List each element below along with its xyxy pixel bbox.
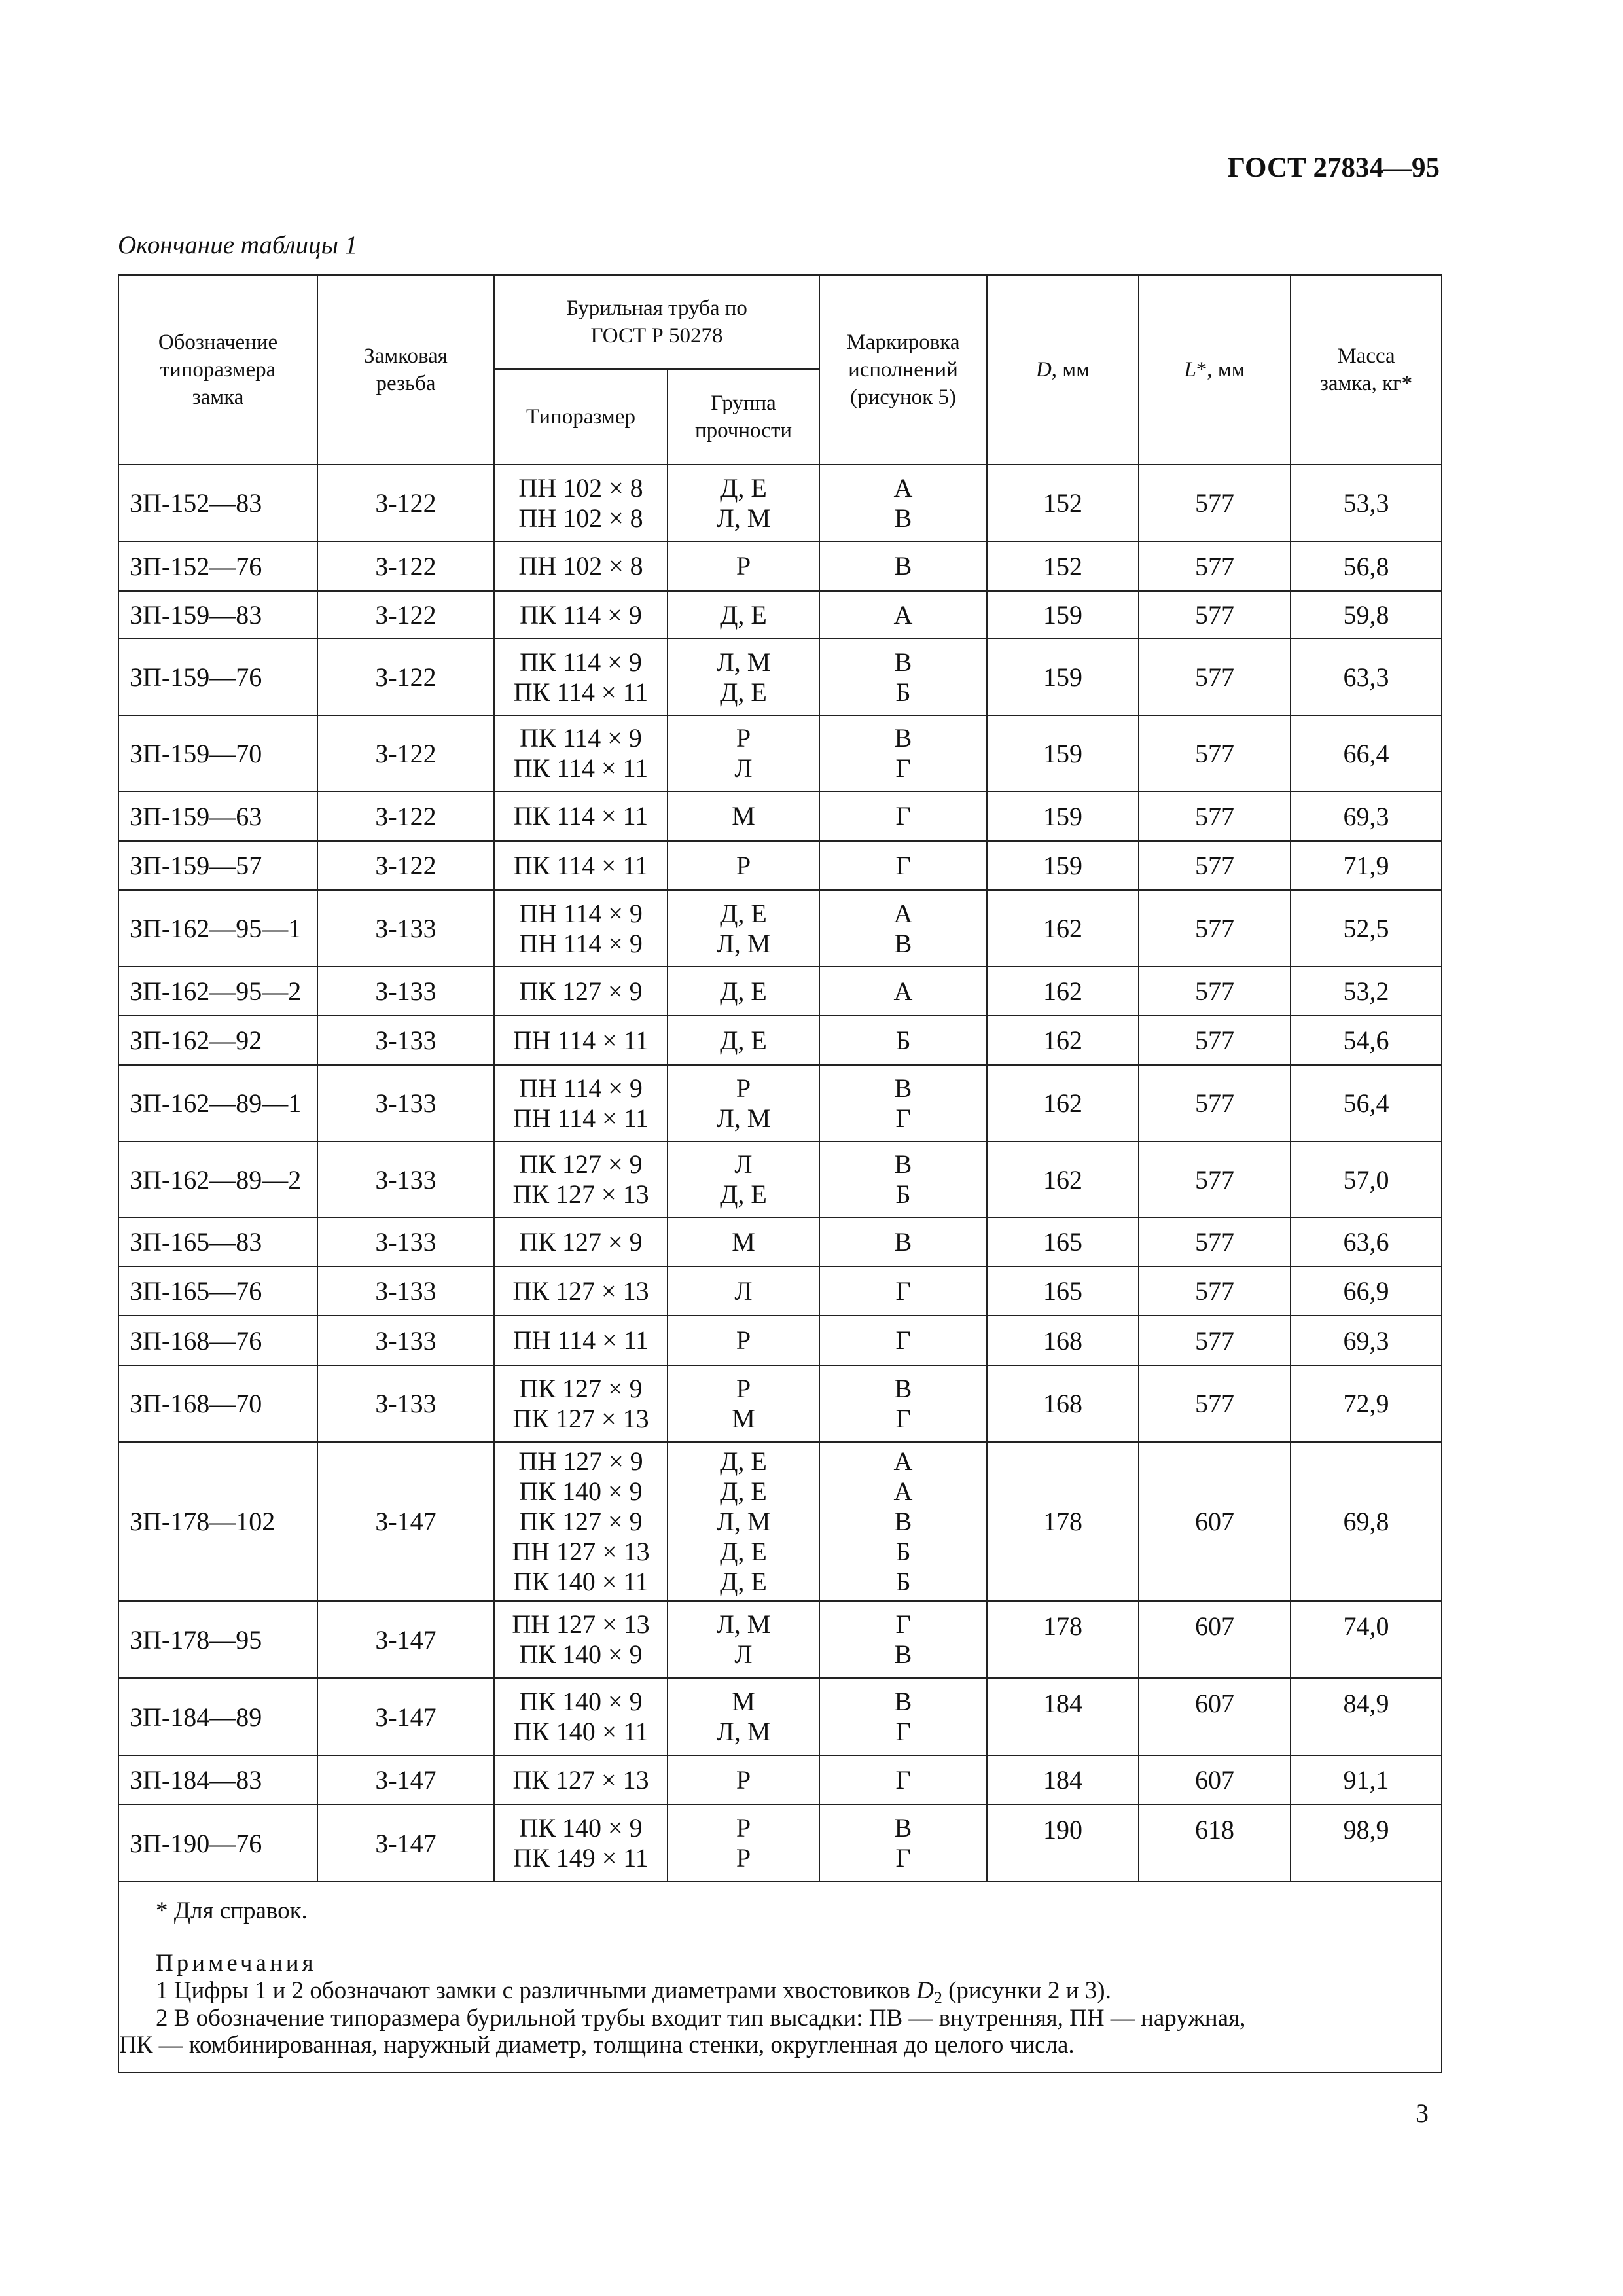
marking-cell: А: [819, 591, 987, 639]
thread-cell: З-133: [317, 1016, 494, 1065]
pipe-size-cell: ПК 114 × 9 ПК 114 × 11: [494, 715, 668, 791]
thread-cell: З-122: [317, 639, 494, 715]
table-row: [119, 967, 1441, 1016]
mass-cell: 59,8: [1291, 591, 1441, 639]
table-row: [119, 591, 1441, 639]
l-value-cell: 577: [1139, 1316, 1291, 1365]
strength-group-cell: Р Р: [668, 1804, 819, 1882]
strength-group-cell: Р Л, М: [668, 1065, 819, 1141]
mass-cell: 74,0: [1291, 1601, 1441, 1678]
l-value-cell: 577: [1139, 541, 1291, 591]
l-value-cell: 618: [1139, 1804, 1291, 1882]
l-value-cell: 577: [1139, 639, 1291, 715]
designation-cell: ЗП-152—76: [119, 541, 317, 591]
d-value-cell: 178: [987, 1601, 1139, 1678]
designation-cell: ЗП-162—92: [119, 1016, 317, 1065]
strength-group-cell: Р: [668, 541, 819, 591]
thread-cell: З-122: [317, 715, 494, 791]
pipe-size-cell: ПН 127 × 9 ПК 140 × 9 ПК 127 × 9 ПН 127 × 13 ПК 140 × 11: [494, 1442, 668, 1601]
mass-cell: 98,9: [1291, 1804, 1441, 1882]
table-row: [119, 1804, 1441, 1882]
table-row: [119, 1016, 1441, 1065]
thread-cell: З-147: [317, 1804, 494, 1882]
strength-group-cell: Д, Е: [668, 591, 819, 639]
table-row: [119, 541, 1441, 591]
table-row: [119, 841, 1441, 890]
marking-cell: Г В: [819, 1601, 987, 1678]
mass-cell: 53,3: [1291, 465, 1441, 541]
pipe-size-cell: ПК 114 × 11: [494, 841, 668, 890]
pipe-size-cell: ПН 114 × 9 ПН 114 × 11: [494, 1065, 668, 1141]
table-row: [119, 1316, 1441, 1365]
l-value-cell: 607: [1139, 1601, 1291, 1678]
marking-cell: Б: [819, 1016, 987, 1065]
strength-group-cell: Д, Е Д, Е Л, М Д, Е Д, Е: [668, 1442, 819, 1601]
d-value-cell: 159: [987, 791, 1139, 841]
thread-cell: З-147: [317, 1601, 494, 1678]
mass-cell: 52,5: [1291, 890, 1441, 967]
designation-cell: ЗП-184—83: [119, 1755, 317, 1804]
marking-cell: В Г: [819, 715, 987, 791]
mass-cell: 71,9: [1291, 841, 1441, 890]
thread-cell: З-133: [317, 1217, 494, 1266]
designation-cell: ЗП-159—76: [119, 639, 317, 715]
pipe-size-cell: ПК 127 × 13: [494, 1266, 668, 1316]
d-value-cell: 159: [987, 841, 1139, 890]
strength-group-cell: М: [668, 791, 819, 841]
strength-group-cell: Л, М Л: [668, 1601, 819, 1678]
designation-cell: ЗП-162—95—1: [119, 890, 317, 967]
thread-cell: З-133: [317, 1316, 494, 1365]
l-value-cell: 577: [1139, 1065, 1291, 1141]
header-mass: Масса замка, кг*: [1291, 276, 1441, 465]
thread-cell: З-147: [317, 1678, 494, 1755]
d-value-cell: 168: [987, 1365, 1139, 1442]
table-row: [119, 639, 1441, 715]
pipe-size-cell: ПК 127 × 9: [494, 1217, 668, 1266]
pipe-size-cell: ПК 114 × 9 ПК 114 × 11: [494, 639, 668, 715]
d-value-cell: 162: [987, 967, 1139, 1016]
header-designation: Обозначение типоразмера замка: [119, 276, 317, 465]
l-value-cell: 577: [1139, 1266, 1291, 1316]
mass-cell: 69,3: [1291, 791, 1441, 841]
l-value-cell: 577: [1139, 715, 1291, 791]
marking-cell: В Б: [819, 639, 987, 715]
table-row: [119, 890, 1441, 967]
pipe-size-cell: ПК 140 × 9 ПК 140 × 11: [494, 1678, 668, 1755]
d-value-cell: 165: [987, 1266, 1139, 1316]
table-row: [119, 465, 1441, 541]
designation-cell: ЗП-168—76: [119, 1316, 317, 1365]
header-l: L*, мм: [1139, 276, 1291, 465]
mass-cell: 72,9: [1291, 1365, 1441, 1442]
table-row: [119, 715, 1441, 791]
mass-cell: 56,8: [1291, 541, 1441, 591]
table-row: [119, 1065, 1441, 1141]
designation-cell: ЗП-152—83: [119, 465, 317, 541]
strength-group-cell: Л Д, Е: [668, 1141, 819, 1217]
table-row: [119, 1442, 1441, 1601]
l-value-cell: 577: [1139, 791, 1291, 841]
header-marking: Маркировка исполнений (рисунок 5): [819, 276, 987, 465]
pipe-size-cell: ПК 127 × 13: [494, 1755, 668, 1804]
pipe-size-cell: ПК 140 × 9 ПК 149 × 11: [494, 1804, 668, 1882]
strength-group-cell: Д, Е: [668, 1016, 819, 1065]
pipe-size-cell: ПН 102 × 8: [494, 541, 668, 591]
strength-group-cell: Л, М Д, Е: [668, 639, 819, 715]
strength-group-cell: Р: [668, 841, 819, 890]
note-2: 2 В обозначение типоразмера бурильной трубы входит тип высадки: ПВ — внутренняя, ПН — наружная, ПК — комбинированная, наружный диаметр, толщина стенки, округленная до целого числа.: [119, 2005, 1246, 2058]
document-number: ГОСТ 27834—95: [1227, 152, 1440, 183]
designation-cell: ЗП-159—57: [119, 841, 317, 890]
d-value-cell: 162: [987, 1065, 1139, 1141]
header-d: D, мм: [987, 276, 1139, 465]
designation-cell: ЗП-159—63: [119, 791, 317, 841]
mass-cell: 66,9: [1291, 1266, 1441, 1316]
table-frame: [118, 274, 1442, 2073]
l-value-cell: 577: [1139, 890, 1291, 967]
l-value-cell: 577: [1139, 1365, 1291, 1442]
l-value-cell: 577: [1139, 591, 1291, 639]
thread-cell: З-147: [317, 1755, 494, 1804]
d-value-cell: 152: [987, 465, 1139, 541]
thread-cell: З-133: [317, 1266, 494, 1316]
mass-cell: 63,3: [1291, 639, 1441, 715]
page-number: 3: [1416, 2098, 1429, 2128]
marking-cell: В Г: [819, 1804, 987, 1882]
d-value-cell: 184: [987, 1755, 1139, 1804]
marking-cell: В Г: [819, 1065, 987, 1141]
marking-cell: А А В Б Б: [819, 1442, 987, 1601]
designation-cell: ЗП-162—95—2: [119, 967, 317, 1016]
l-value-cell: 577: [1139, 1016, 1291, 1065]
table-row: [119, 1266, 1441, 1316]
designation-cell: ЗП-168—70: [119, 1365, 317, 1442]
thread-cell: З-122: [317, 591, 494, 639]
table-row: [119, 1755, 1441, 1804]
mass-cell: 63,6: [1291, 1217, 1441, 1266]
marking-cell: А В: [819, 465, 987, 541]
designation-cell: ЗП-184—89: [119, 1678, 317, 1755]
pipe-size-cell: ПК 114 × 11: [494, 791, 668, 841]
designation-cell: ЗП-159—83: [119, 591, 317, 639]
designation-cell: ЗП-165—76: [119, 1266, 317, 1316]
mass-cell: 84,9: [1291, 1678, 1441, 1755]
d-value-cell: 159: [987, 715, 1139, 791]
notes-heading: Примечания: [156, 1950, 317, 1977]
strength-group-cell: Д, Е: [668, 967, 819, 1016]
designation-cell: ЗП-178—102: [119, 1442, 317, 1601]
d-value-cell: 178: [987, 1442, 1139, 1601]
thread-cell: З-147: [317, 1442, 494, 1601]
d-value-cell: 165: [987, 1217, 1139, 1266]
strength-group-cell: Л: [668, 1266, 819, 1316]
pipe-size-cell: ПН 127 × 13 ПК 140 × 9: [494, 1601, 668, 1678]
l-value-cell: 577: [1139, 841, 1291, 890]
thread-cell: З-133: [317, 1141, 494, 1217]
designation-cell: ЗП-162—89—1: [119, 1065, 317, 1141]
thread-cell: З-133: [317, 967, 494, 1016]
d-value-cell: 184: [987, 1678, 1139, 1755]
marking-cell: А В: [819, 890, 987, 967]
marking-cell: Г: [819, 1316, 987, 1365]
note-1: 1 Цифры 1 и 2 обозначают замки с различными диаметрами хвостовиков $D_2$ (рисунки 2 и 3).: [156, 1977, 1111, 2007]
d-value-cell: 152: [987, 541, 1139, 591]
marking-cell: Г: [819, 791, 987, 841]
l-value-cell: 577: [1139, 1141, 1291, 1217]
pipe-size-cell: ПК 127 × 9 ПК 127 × 13: [494, 1365, 668, 1442]
table-caption: Окончание таблицы 1: [118, 231, 358, 259]
mass-cell: 54,6: [1291, 1016, 1441, 1065]
d-value-cell: 168: [987, 1316, 1139, 1365]
pipe-size-cell: ПК 127 × 9: [494, 967, 668, 1016]
l-value-cell: 577: [1139, 1217, 1291, 1266]
l-value-cell: 577: [1139, 465, 1291, 541]
marking-cell: Г: [819, 1755, 987, 1804]
l-value-cell: 577: [1139, 967, 1291, 1016]
mass-cell: 57,0: [1291, 1141, 1441, 1217]
thread-cell: З-133: [317, 1365, 494, 1442]
l-value-cell: 607: [1139, 1755, 1291, 1804]
designation-cell: ЗП-162—89—2: [119, 1141, 317, 1217]
pipe-size-cell: ПК 127 × 9 ПК 127 × 13: [494, 1141, 668, 1217]
marking-cell: Г: [819, 841, 987, 890]
thread-cell: З-122: [317, 791, 494, 841]
strength-group-cell: Р Л: [668, 715, 819, 791]
strength-group-cell: Д, Е Л, М: [668, 465, 819, 541]
strength-group-cell: Р М: [668, 1365, 819, 1442]
designation-cell: ЗП-190—76: [119, 1804, 317, 1882]
d-value-cell: 162: [987, 1016, 1139, 1065]
marking-cell: В: [819, 541, 987, 591]
mass-cell: 56,4: [1291, 1065, 1441, 1141]
designation-cell: ЗП-178—95: [119, 1601, 317, 1678]
mass-cell: 53,2: [1291, 967, 1441, 1016]
strength-group-cell: Д, Е Л, М: [668, 890, 819, 967]
mass-cell: 69,8: [1291, 1442, 1441, 1601]
d-value-cell: 190: [987, 1804, 1139, 1882]
table-row: [119, 1365, 1441, 1442]
marking-cell: А: [819, 967, 987, 1016]
pipe-size-cell: ПК 114 × 9: [494, 591, 668, 639]
table-row: [119, 1217, 1441, 1266]
table-row: [119, 1141, 1441, 1217]
l-value-cell: 607: [1139, 1442, 1291, 1601]
strength-group-cell: М Л, М: [668, 1678, 819, 1755]
thread-cell: З-122: [317, 465, 494, 541]
marking-cell: В Г: [819, 1678, 987, 1755]
thread-cell: З-122: [317, 541, 494, 591]
table-row: [119, 1601, 1441, 1678]
pipe-size-cell: ПН 114 × 11: [494, 1016, 668, 1065]
table-row: [119, 791, 1441, 841]
mass-cell: 69,3: [1291, 1316, 1441, 1365]
marking-cell: В: [819, 1217, 987, 1266]
designation-cell: ЗП-165—83: [119, 1217, 317, 1266]
marking-cell: Г: [819, 1266, 987, 1316]
strength-group-cell: М: [668, 1217, 819, 1266]
mass-cell: 91,1: [1291, 1755, 1441, 1804]
header-size: Типоразмер: [494, 369, 668, 465]
pipe-size-cell: ПН 114 × 9 ПН 114 × 9: [494, 890, 668, 967]
footnote: * Для справок.: [156, 1897, 308, 1924]
d-value-cell: 162: [987, 890, 1139, 967]
pipe-size-cell: ПН 102 × 8 ПН 102 × 8: [494, 465, 668, 541]
header-strength: Группа прочности: [668, 369, 819, 465]
marking-cell: В Г: [819, 1365, 987, 1442]
d-value-cell: 162: [987, 1141, 1139, 1217]
strength-group-cell: Р: [668, 1316, 819, 1365]
d-value-cell: 159: [987, 591, 1139, 639]
header-pipe-group: Бурильная труба по ГОСТ Р 50278: [494, 276, 819, 369]
header-thread: Замковая резьба: [317, 276, 494, 465]
strength-group-cell: Р: [668, 1755, 819, 1804]
d-value-cell: 159: [987, 639, 1139, 715]
drill-pipe-lock-table: [119, 276, 1441, 2058]
l-value-cell: 607: [1139, 1678, 1291, 1755]
mass-cell: 66,4: [1291, 715, 1441, 791]
thread-cell: З-133: [317, 890, 494, 967]
table-row: [119, 1678, 1441, 1755]
thread-cell: З-133: [317, 1065, 494, 1141]
pipe-size-cell: ПН 114 × 11: [494, 1316, 668, 1365]
marking-cell: В Б: [819, 1141, 987, 1217]
thread-cell: З-122: [317, 841, 494, 890]
designation-cell: ЗП-159—70: [119, 715, 317, 791]
